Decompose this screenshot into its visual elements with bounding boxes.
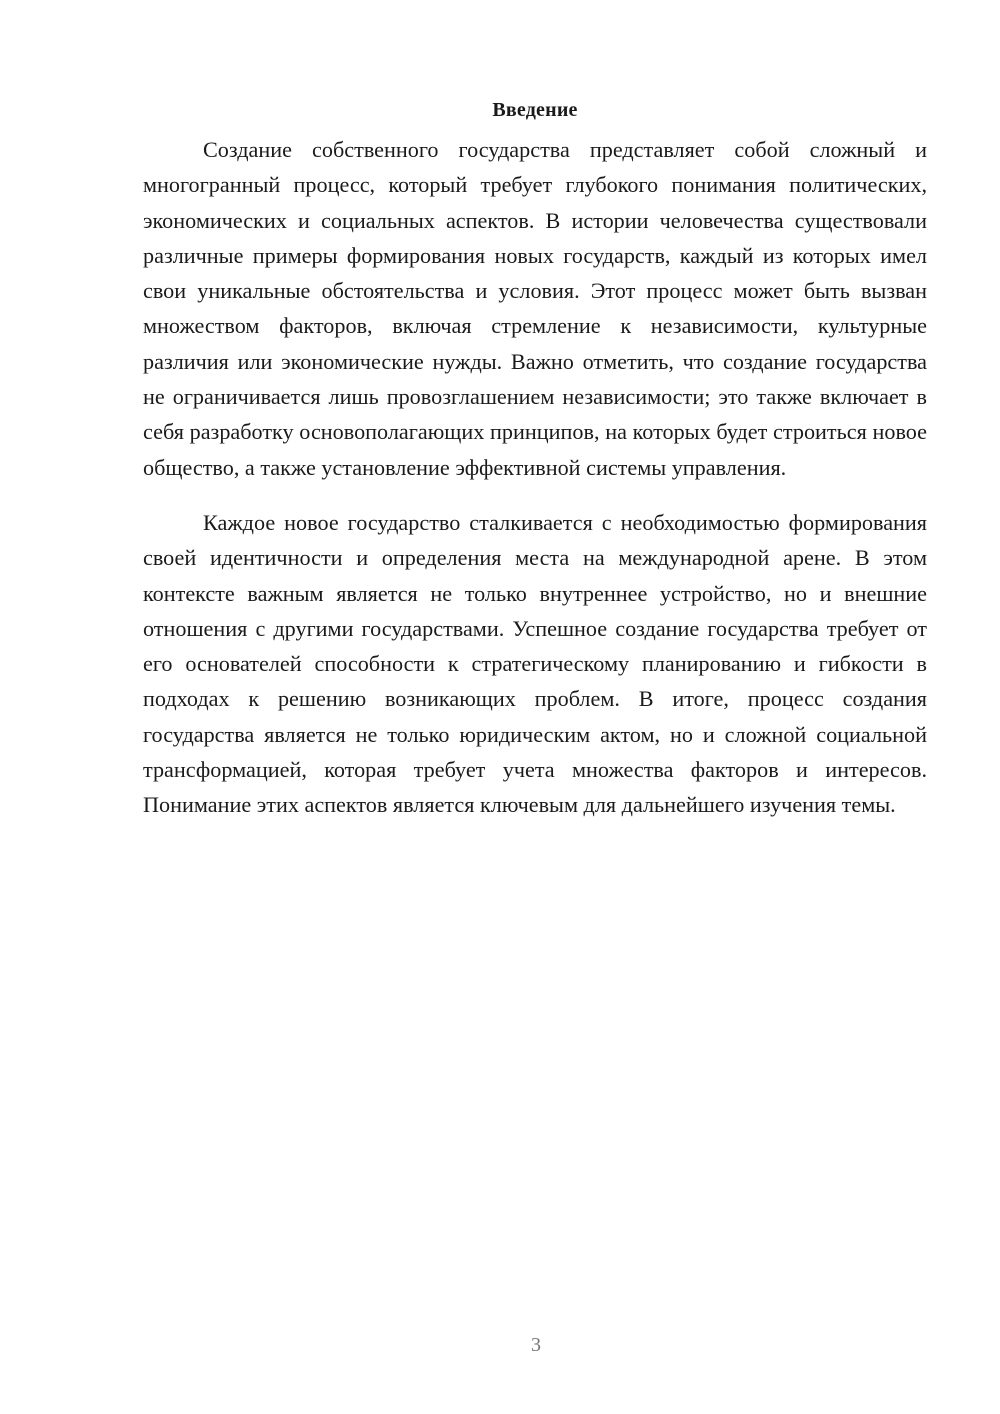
section-title: Введение — [492, 99, 578, 121]
paragraph-2: Каждое новое государство сталкивается с необходимостью формирования своей идентичности и определения места на международной арене. В этом контексте важным является не только внутреннее устройство, но и внешние отношения с другими государствами. Успешное создание государства требует от его основателей способности к стратегическому планированию и гибкости в подходах к решению возникающих проблем. В итоге, процесс создания государства является не только юридическим актом, но и сложной социальной трансформацией, которая требует учета множества факторов и интересов. Понимание этих аспектов является ключевым для дальнейшего изучения темы. — [143, 509, 927, 818]
paragraph-1: Создание собственного государства представляет собой сложный и многогранный процесс, который требует глубокого понимания политических, экономических и социальных аспектов. В истории человечества существовали различные примеры формирования новых государств, каждый из которых имел свои уникальные обстоятельства и условия. Этот процесс может быть вызван множеством факторов, включая стремление к независимости, культурные различия или экономические нужды. Важно отметить, что создание государства не ограничивается лишь провозглашением независимости; это также включает в себя разработку основополагающих принципов, на которых будет строиться новое общество, а также установление эффективной системы управления. — [143, 137, 927, 480]
page-number: 3 — [531, 1334, 541, 1356]
page-content — [143, 96, 927, 823]
